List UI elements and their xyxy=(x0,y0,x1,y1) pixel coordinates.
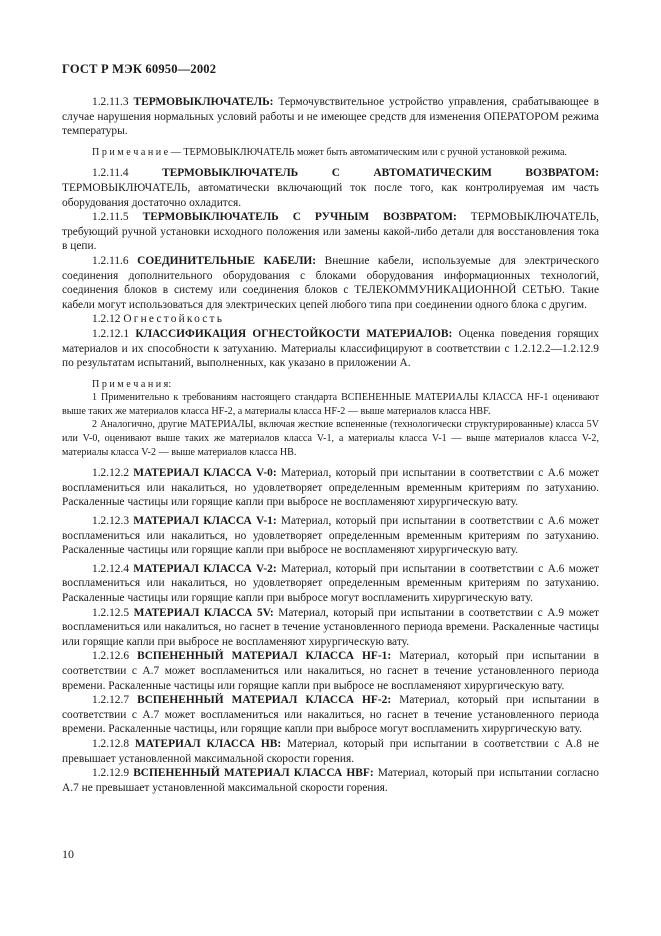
document-header: ГОСТ Р МЭК 60950—2002 xyxy=(62,62,217,76)
clause-1-2-12-2: 1.2.12.2 МАТЕРИАЛ КЛАССА V-0: Материал, который при испытании в соответствии с А.6 может воспламениться или накалиться, но удовлетворяет определенным временным критериям по затуханию. Раскаленные частицы или горящие капли при выбросе не воспламеняют хирургическую вату. xyxy=(62,467,599,509)
note-thermal-cutout: П р и м е ч а н и е — ТЕРМОВЫКЛЮЧАТЕЛЬ может быть автоматическим или с ручной установкой режима. xyxy=(92,146,567,158)
clause-1-2-11-6: 1.2.11.6 СОЕДИНИТЕЛЬНЫЕ КАБЕЛИ: Внешние кабели, используемые для электрического соединения дополнительного оборудования с блоками оборудования информационных технологий, соединения блоков в систему или соединения блоков с ТЕЛЕКОММУНИКАЦИОННОЙ СЕТЬЮ. Такие кабели могут использоваться для электрических цепей любого типа при соединении одного блока с другим. xyxy=(62,254,600,311)
clause-1-2-11-5: 1.2.11.5 ТЕРМОВЫКЛЮЧАТЕЛЬ С РУЧНЫМ ВОЗВРАТОМ: ТЕРМОВЫКЛЮЧАТЕЛЬ, требующий ручной установки исходного положения или замены какой-либо детали для восстановления тока в цепи. xyxy=(62,211,599,253)
clause-1-2-12-3: 1.2.12.3 МАТЕРИАЛ КЛАССА V-1: Материал, который при испытании в соответствии с А.6 может воспламениться или накалиться, но удовлетворяет определенным временным критериям по затуханию. Раскаленные частицы или горящие капли при выбросе не воспламеняют хирургическую вату. xyxy=(62,515,599,557)
clause-1-2-12-9: 1.2.12.9 ВСПЕНЕННЫЙ МАТЕРИАЛ КЛАССА HBF: Материал, который при испытании согласно А.7 не превышает установленной максимальной скорости горения. xyxy=(62,767,599,794)
notes-heading: П р и м е ч а н и я: xyxy=(92,378,172,390)
clause-1-2-11-3: 1.2.11.3 ТЕРМОВЫКЛЮЧАТЕЛЬ: Термочувствительное устройство управления, срабатывающее в случае нарушения нормальных условий работы и не имеющее средств для изменения ОПЕРАТОРОМ режима температуры. xyxy=(62,96,599,138)
section-heading-1-2-12: 1.2.12 Огнестойкость xyxy=(92,313,225,326)
page-number: 10 xyxy=(62,847,74,861)
clause-1-2-12-5: 1.2.12.5 МАТЕРИАЛ КЛАССА 5V: Материал, который при испытании в соответствии с А.9 может воспламениться или накалиться, но гаснет в течение установленного периода времени. Раскаленные частицы или горящие капли при выбросе не воспламеняют хирургическую вату. xyxy=(62,606,599,648)
clause-1-2-12-4: 1.2.12.4 МАТЕРИАЛ КЛАССА V-2: Материал, который при испытании в соответствии с А.6 может воспламениться или накалиться, но удовлетворяет определенным временным критериям по затуханию. Раскаленные частицы или горящие капли при выбросе могут воспламенить хирургическую вату. xyxy=(62,562,599,604)
clause-1-2-12-1: 1.2.12.1 КЛАССИФИКАЦИЯ ОГНЕСТОЙКОСТИ МАТЕРИАЛОВ: Оценка поведения горящих материалов и их способности к затуханию. Материалы классифицируют в соответствии с 1.2.12.2—1.2.12.9 по результатам испытаний, выполненных, как указано в приложении А. xyxy=(62,327,599,370)
note-1: 1 Применительно к требованиям настоящего стандарта ВСПЕНЕННЫЕ МАТЕРИАЛЫ КЛАССА HF-1 оценивают выше таких же материалов класса HF-2, а материалы класса HF-2 — выше материалов класса HBF. xyxy=(62,392,599,417)
clause-1-2-11-4: 1.2.11.4 ТЕРМОВЫКЛЮЧАТЕЛЬ С АВТОМАТИЧЕСКИМ ВОЗВРАТОМ: ТЕРМОВЫКЛЮЧАТЕЛЬ, автоматически включающий ток после того, как контролируемая им часть оборудования достаточно охладится. xyxy=(62,167,599,209)
clause-1-2-12-7: 1.2.12.7 ВСПЕНЕННЫЙ МАТЕРИАЛ КЛАССА HF-2: Материал, который при испытании в соответствии с А.7 может воспламениться или накалиться, но гаснет в течение установленного периода времени. Раскаленные частицы, или горящие капли при выбросе могут воспламенить хирургическую вату. xyxy=(62,694,599,736)
clause-1-2-12-8: 1.2.12.8 МАТЕРИАЛ КЛАССА НВ: Материал, который при испытании в соответствии с А.8 не превышает установленной максимальной скорости горения. xyxy=(62,737,599,765)
clause-1-2-12-6: 1.2.12.6 ВСПЕНЕННЫЙ МАТЕРИАЛ КЛАССА HF-1: Материал, который при испытании в соответствии с А.7 может воспламениться или накалиться, но гаснет в течение установленного периода времени. Раскаленные частицы или горящие капли при выбросе не воспламеняют хирургическую вату. xyxy=(62,650,599,692)
document-body xyxy=(62,95,599,795)
note-2: 2 Аналогично, другие МАТЕРИАЛЫ, включая жесткие вспененные (технологически структурированные) класса 5V или V-0, оценивают выше таких же материалов класса V-1, а материалы класса V-1 — выше материалов класса V-2, материалы класса V-2 — выше материалов класса НВ. xyxy=(62,419,599,458)
